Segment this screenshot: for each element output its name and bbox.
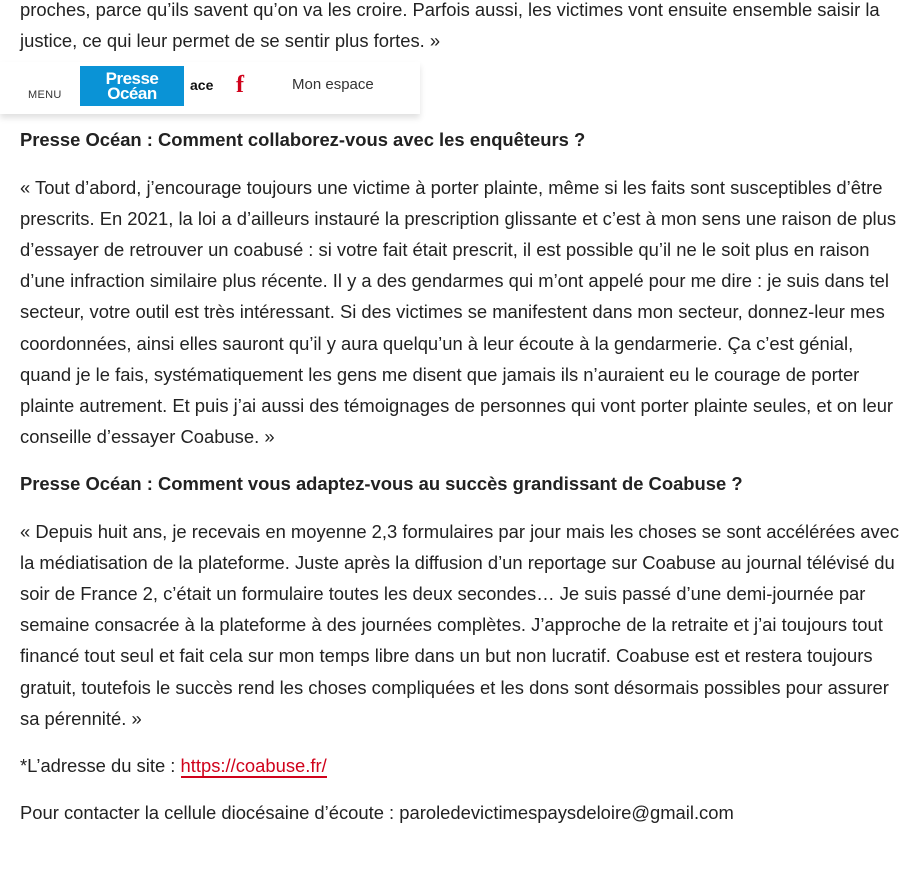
interview-question: Presse Océan : Comment vous adaptez-vous au succès grandissant de Coabuse ? <box>20 473 743 495</box>
interview-question: Presse Océan : Comment collaborez-vous avec les enquêteurs ? <box>20 129 586 151</box>
site-link[interactable]: https://coabuse.fr/ <box>180 755 327 777</box>
article-body <box>20 0 900 828</box>
site-label: *L’adresse du site : <box>20 755 181 777</box>
menu-button[interactable]: MENU <box>28 89 62 102</box>
logo-line: Presse <box>105 69 159 89</box>
site-address <box>20 750 900 781</box>
f-brand-icon[interactable]: f <box>236 72 244 99</box>
logo-overlap-text: ace <box>190 77 214 94</box>
contact-line: Pour contacter la cellule diocésaine d’écoute : paroledevictimespaysdeloire@gmail.com <box>20 802 734 824</box>
presse-ocean-logo[interactable] <box>80 66 184 106</box>
sticky-header <box>0 62 420 114</box>
logo-line: Océan <box>107 84 157 104</box>
paragraph: proches, parce qu’ils savent qu’on va les croire. Parfois aussi, les victimes vont ensuite ensemble saisir la justice, ce qui leur permet de se sentir plus fortes. » <box>20 0 880 52</box>
paragraph: « Depuis huit ans, je recevais en moyenne 2,3 formulaires par jour mais les choses se sont accélérées avec la médiatisation de la plateforme. Juste après la diffusion d’un reportage sur Coabuse au journal télévisé du soir de France 2, c’était un formulaire toutes les deux secondes… Je suis passé d’une demi-journée par semaine consacrée à la plateforme à des journées complètes. J’approche de la retraite et j’ai toujours tout financé tout seul et fait cela sur mon temps libre dans un but non lucratif. Coabuse est et restera toujours gratuit, toutefois le succès rend les choses compliquées et les dons sont désormais possibles pour assurer sa pérennité. » <box>20 520 900 729</box>
paragraph: « Tout d’abord, j’encourage toujours une victime à porter plainte, même si les faits sont susceptibles d’être prescrits. En 2021, la loi a d’ailleurs instauré la prescription glissante et c’est à mon sens une raison de plus d’essayer de retrouver un coabusé : si votre fait était prescrit, il est possible qu’il ne le soit plus en raison d’une infraction similaire plus récente. Il y a des gendarmes qui m’ont appelé pour me dire : je suis dans tel secteur, votre outil est très intéressant. Si des victimes se manifestent dans mon secteur, donnez-leur mes coordonnées, ainsi elles sauront qu’il y aura quelqu’un à leur écoute à la gendarmerie. Ça c’est génial, quand je le fais, systématiquement les gens me disent que jamais ils n’auraient eu le courage de porter plainte autrement. Et puis j’ai aussi des témoignages de personnes qui vont porter plainte seules, et on leur conseille d’essayer Coabuse. » <box>20 176 897 448</box>
mon-espace-link[interactable]: Mon espace <box>292 76 374 94</box>
